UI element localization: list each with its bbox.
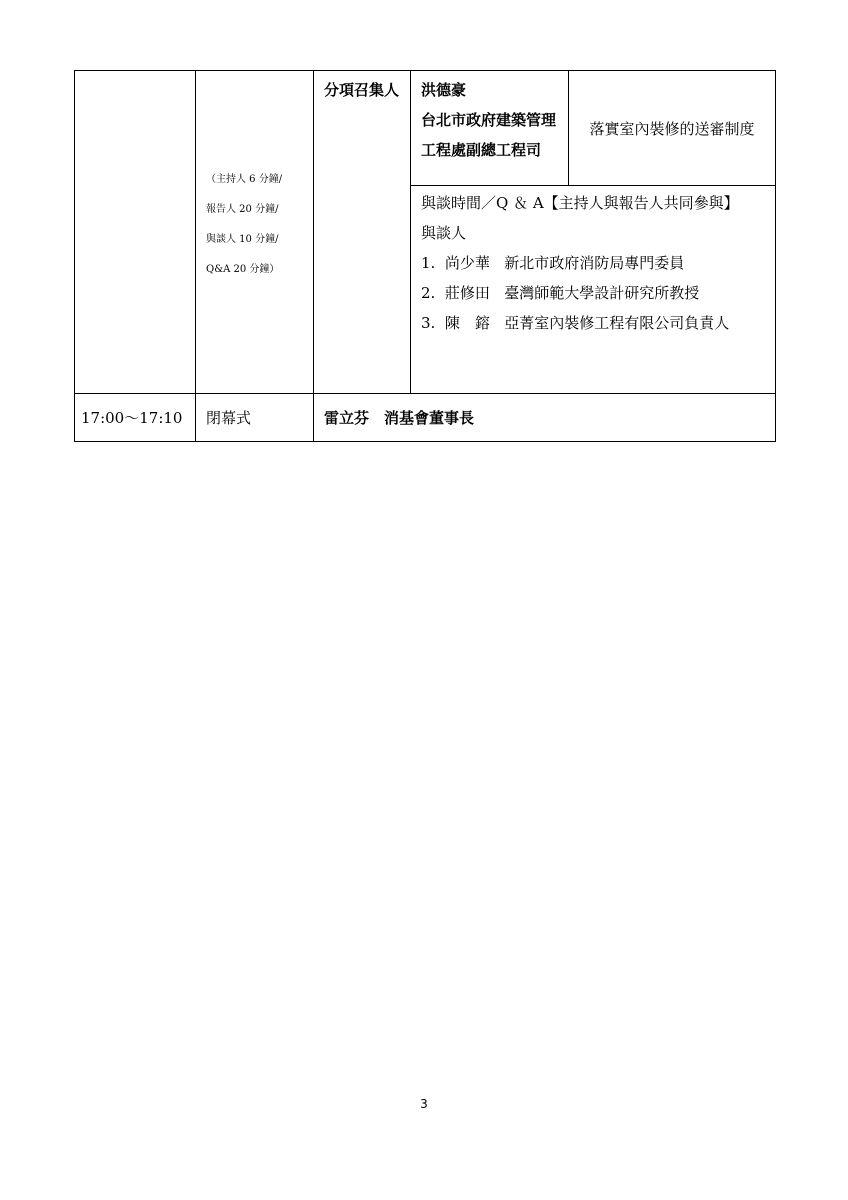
page-number: 3	[420, 1097, 428, 1111]
time-allocation-note	[196, 71, 313, 285]
convener-role-cell	[314, 71, 411, 394]
schedule-table	[74, 70, 776, 442]
discussion-header: 與談時間／Q ＆ A【主持人與報告人共同參與】	[421, 194, 739, 212]
speaker-cell	[411, 71, 569, 186]
time-note-line: Q&A 20 分鐘）	[206, 264, 280, 275]
panelist-name: 莊修田	[444, 284, 490, 302]
panel-label: 與談人	[421, 224, 467, 242]
closing-label-cell	[196, 394, 314, 442]
time-note-line: 報告人 20 分鐘/	[206, 204, 279, 215]
speaker-name: 洪德豪	[421, 81, 467, 99]
panelist-item	[421, 248, 767, 278]
panelist-name: 陳 鎔	[444, 314, 490, 332]
panelist-affiliation: 新北市政府消防局專門委員	[504, 254, 685, 272]
panelist-item	[421, 278, 767, 308]
closing-host: 雷立芬 消基會董事長	[324, 409, 475, 427]
panelist-affiliation: 臺灣師範大學設計研究所教授	[504, 284, 700, 302]
topic-title: 落實室內裝修的送審制度	[589, 119, 755, 138]
speaker-info	[411, 71, 568, 185]
discussion-cell	[411, 186, 776, 394]
discussion-block	[411, 186, 775, 393]
time-note-line: （主持人 6 分鐘/	[206, 174, 283, 185]
closing-host-cell	[314, 394, 776, 442]
closing-time-cell	[75, 394, 196, 442]
speaker-title: 台北市政府建築管理工程處副總工程司	[421, 111, 557, 159]
closing-time: 17:00～17:10	[81, 409, 183, 427]
panelist-item	[421, 308, 767, 338]
topic-cell	[569, 71, 776, 186]
time-note-line: 與談人 10 分鐘/	[206, 234, 279, 245]
panelist-affiliation: 亞菁室內裝修工程有限公司負責人	[504, 314, 730, 332]
session-row	[75, 71, 776, 186]
session-time-cell	[75, 71, 196, 394]
panelist-index: 2.	[421, 284, 436, 302]
panelist-index: 3.	[421, 314, 436, 332]
convener-role: 分項召集人	[324, 81, 400, 99]
closing-row	[75, 394, 776, 442]
closing-label: 閉幕式	[206, 409, 252, 427]
panelist-index: 1.	[421, 254, 436, 272]
panelist-name: 尚少華	[444, 254, 490, 272]
session-time-note-cell	[196, 71, 314, 394]
